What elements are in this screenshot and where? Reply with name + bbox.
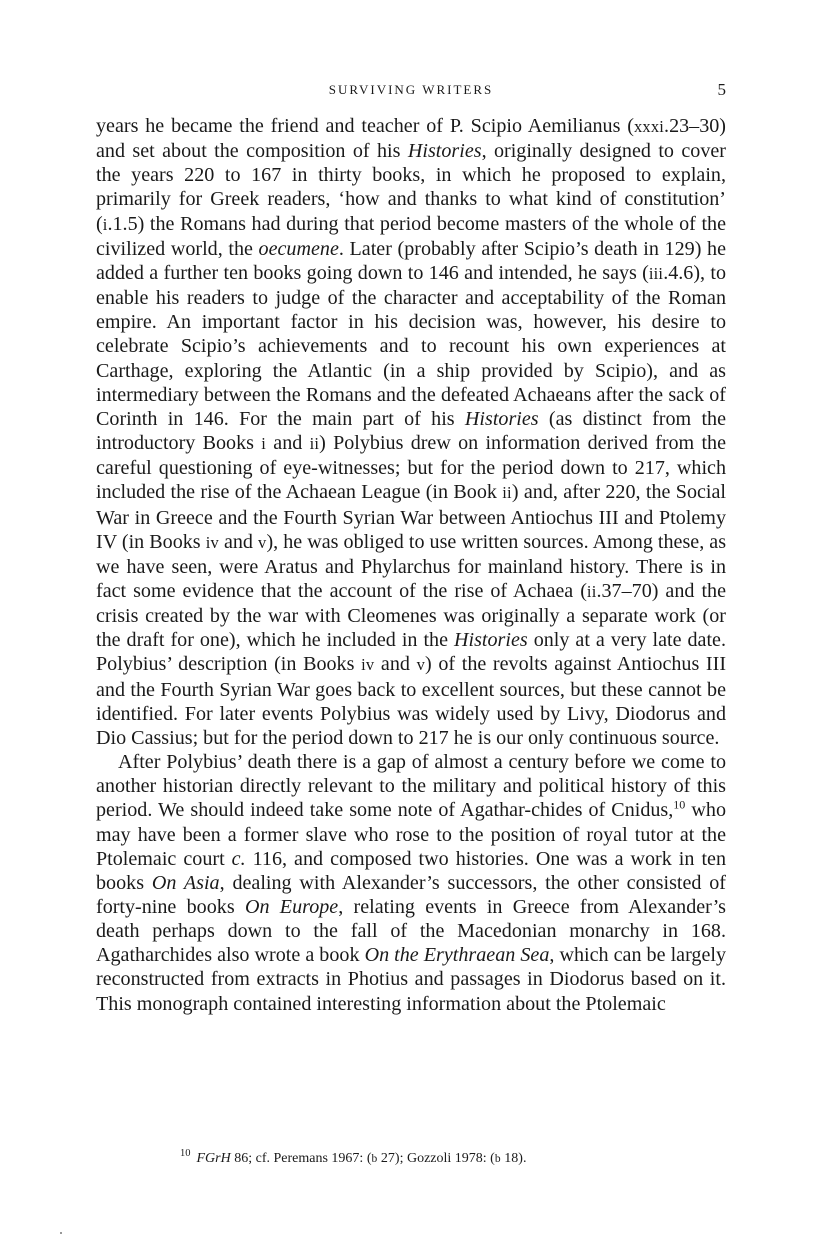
text-span: only at a very late date. Polybius’ description (in Books (96, 629, 726, 676)
text-span: and (374, 653, 417, 676)
paragraph (96, 114, 726, 750)
text-span: .23–30) and set about the composition of his (96, 115, 726, 163)
small-caps-span: v (416, 655, 426, 675)
text-span: ) of the revolts against Antiochus III and the Fourth Syrian War goes back to excellent sources, but these cannot be identified. For later events Polybius was widely used by Livy, Diodorus and Dio Cassius; but for the period down to 217 he is our only continuous source. (96, 653, 727, 749)
text-span: , relating events in Greece from Alexander’s death perhaps down to the fall of the Macedonian monarchy in 168. Agatharchides also wrote a book (96, 896, 726, 967)
small-caps-span: b (494, 1153, 501, 1165)
italic-span: oecumene (258, 237, 339, 260)
text-span: .37–70) and the crisis created by the war with Cleomenes was originally a separate work (or the draft for one), which he included in the (96, 579, 726, 652)
text-span: After Polybius’ death there is a gap of almost a century before we come to another historian directly relevant to the military and political history of this period. We should indeed take some note of Agathar-chides of Cnidus, (96, 751, 726, 822)
text-span: who may have been a former slave who rose to the position of royal tutor at the Ptolemaic court (96, 799, 726, 870)
text-span: 18). (500, 1151, 527, 1166)
text-span: 86; cf. Peremans 1967: ( (230, 1151, 372, 1166)
text-span: 116, and composed two histories. One was a work in ten books (96, 847, 726, 894)
small-caps-span: iv (361, 655, 375, 675)
italic-span: Histories (464, 407, 539, 430)
text-span: (as distinct from the introductory Books (96, 407, 726, 455)
text-span: and (266, 432, 310, 455)
small-caps-span: v (258, 532, 267, 552)
text-span: .1.5) the Romans had during that period become masters of the whole of the civilized world, the (96, 212, 726, 260)
italic-span: On Europe (244, 896, 339, 918)
text-span: and (218, 530, 259, 553)
small-caps-span: b (371, 1153, 378, 1165)
footnote (180, 1150, 740, 1168)
small-caps-span: xxxi (633, 117, 665, 136)
running-head (96, 80, 726, 102)
small-caps-span: iv (205, 532, 219, 552)
small-caps-span: ii (586, 581, 597, 601)
text-span: ) and, after 220, the Social War in Greece and the Fourth Syrian War between Antiochus III and Ptolemy IV (in Books (96, 481, 726, 553)
small-caps-span: i (102, 214, 108, 234)
text-span: , originally designed to cover the years 220 to 167 in thirty books, in which he proposed to explain, primarily for Greek readers, ‘how and thanks to what kind of constitution’ ( (96, 140, 726, 235)
text-span: 27); Gozzoli 1978: ( (377, 1151, 495, 1166)
italic-span: c. (231, 847, 246, 870)
text-span: years he became the friend and teacher of P. Scipio Aemilianus ( (96, 115, 634, 137)
text-span: , which can be largely reconstructed from extracts in Photius and passages in Diodorus based on it. This monograph contained interesting information about the Ptolemaic (96, 944, 726, 1015)
body-text (96, 114, 726, 1016)
italic-span: FGrH (196, 1151, 231, 1166)
footnote-marker: 10 (180, 1148, 191, 1160)
paragraph (96, 750, 726, 1016)
footnote-reference: 10 (673, 797, 686, 812)
text-span: . Later (probably after Scipio’s death in 129) he added a further ten books going down to 146 and intended, he says ( (96, 237, 726, 284)
small-caps-span: iii (648, 263, 664, 283)
page-number: 5 (717, 80, 726, 99)
text-span: , dealing with Alexander’s successors, the other consisted of forty-nine books (96, 871, 727, 918)
text-span: ), he was obliged to use written sources. Among these, as we have seen, were Aratus and Phylarchus for mainland history. There is in fact some evidence that the account of the rise of Achaea ( (96, 530, 727, 602)
italic-span: Histories (454, 629, 528, 652)
running-title: SURVIVING WRITERS (328, 82, 494, 97)
text-span: .4.6), to enable his readers to judge of the character and acceptability of the Roman empire. An important factor in his decision was, however, his desire to celebrate Scipio’s achievements and to recount his own experiences at Carthage, exploring the Atlantic (in a ship provided by Scipio), and as intermediary between the Romans and the defeated Achaeans after the sack of Corinth in 146. For the main part of his (96, 261, 727, 430)
italic-span: On the Erythraean Sea (364, 944, 550, 967)
text-span: ) Polybius drew on information derived from the careful questioning of eye-witnesses; but for the period down to 217, which included the rise of the Achaean League (in Book (96, 432, 726, 504)
small-caps-span: i (261, 434, 267, 454)
italic-span: On Asia (151, 871, 220, 894)
scan-speck (60, 1232, 62, 1234)
small-caps-span: ii (309, 434, 320, 454)
italic-span: Histories (407, 140, 482, 163)
small-caps-span: ii (502, 483, 512, 503)
footnote-text (197, 1151, 527, 1166)
